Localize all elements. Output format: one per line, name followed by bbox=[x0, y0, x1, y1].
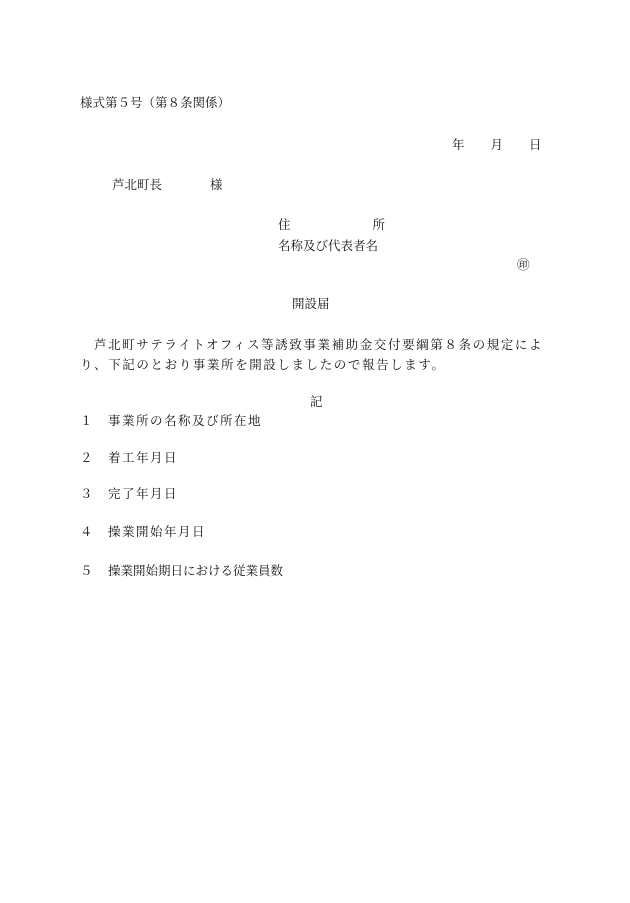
date-line bbox=[452, 139, 542, 152]
list-item-number: ２ bbox=[80, 450, 93, 465]
list-item-number: １ bbox=[80, 413, 93, 428]
list-item-number: ５ bbox=[80, 563, 93, 578]
list-item-number: ４ bbox=[80, 524, 93, 539]
applicant-representative-label: 名称及び代表者名 bbox=[278, 238, 379, 253]
date-month-label: 月 bbox=[490, 137, 504, 152]
address-label-char-2: 所 bbox=[372, 217, 386, 232]
list-item bbox=[80, 452, 178, 465]
list-item-text: 操業開始期日における従業員数 bbox=[108, 563, 284, 578]
applicant-address-label bbox=[278, 219, 385, 232]
date-year-label: 年 bbox=[452, 137, 465, 152]
body-paragraph: 芦北町サテライトオフィス等誘致事業補助金交付要綱第８条の規定により、下記のとおり事業所を開設しましたので報告します。 bbox=[80, 337, 544, 372]
addressee-honorific: 様 bbox=[210, 177, 223, 192]
addressee-name: 芦北町長 bbox=[112, 177, 163, 192]
list-item-text: 完了年月日 bbox=[108, 486, 179, 501]
address-label-char-1: 住 bbox=[278, 217, 291, 232]
seal-mark: ㊞ bbox=[517, 257, 530, 272]
addressee bbox=[112, 179, 223, 192]
form-number-label: 様式第５号（第８条関係） bbox=[80, 95, 231, 110]
list-item bbox=[80, 565, 283, 578]
ki-heading: 記 bbox=[310, 394, 323, 409]
list-item-text: 着工年月日 bbox=[108, 450, 179, 465]
list-item bbox=[80, 526, 206, 539]
date-day-label: 日 bbox=[529, 137, 542, 152]
list-item-text: 操業開始年月日 bbox=[108, 524, 207, 539]
list-item-text: 事業所の名称及び所在地 bbox=[108, 413, 263, 428]
list-item bbox=[80, 415, 262, 428]
document-title: 開設届 bbox=[292, 296, 330, 311]
list-item bbox=[80, 488, 178, 501]
list-item-number: ３ bbox=[80, 486, 93, 501]
